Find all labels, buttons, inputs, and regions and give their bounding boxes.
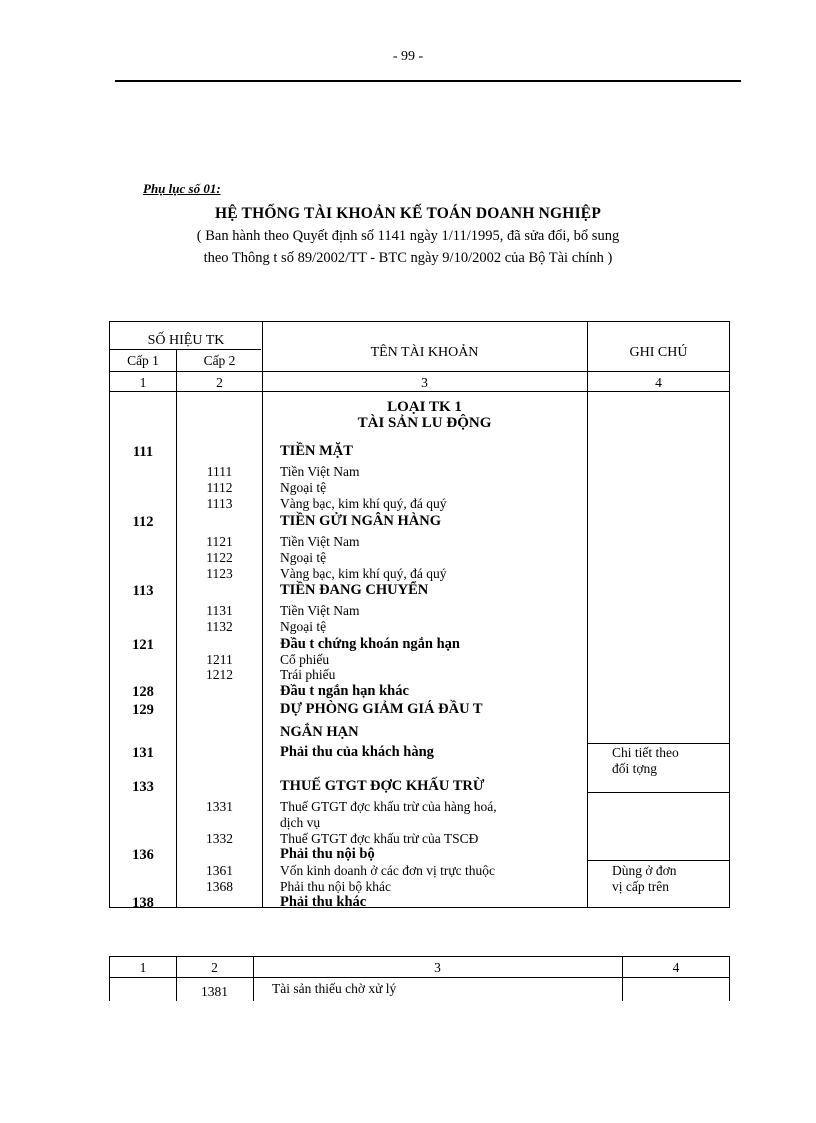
account-name: Vốn kinh doanh ở các đơn vị trực thuộc [280, 863, 496, 878]
account-name: TIỀN ĐANG CHUYỂN [280, 582, 429, 598]
account-code-level2: 1121 [206, 534, 233, 549]
account-name: TIỀN GỬI NGÂN HÀNG [280, 513, 441, 529]
note-divider-3 [587, 860, 729, 861]
section-title-class: LOẠI TK 1 [387, 399, 462, 415]
account-name: NGẮN HẠN [280, 724, 359, 740]
section-title-name: TÀI SẢN LU ĐỘNG [357, 415, 492, 431]
account-code-level2: 1111 [206, 464, 233, 479]
account-code-level1: 133 [132, 779, 154, 795]
header-bottom-line [110, 371, 729, 372]
col-number-bottom-line [110, 391, 729, 392]
note-divider-2 [587, 792, 729, 793]
account-name: Thuế GTGT đợc khấu trừ của hàng hoá, [280, 799, 497, 814]
header-level-1: Cấp 1 [127, 353, 159, 368]
account-code-level2: 1122 [206, 550, 233, 565]
account-name: Phải thu của khách hàng [280, 744, 434, 760]
t2-row-name: Tài sản thiếu chờ xử lý [272, 981, 397, 996]
header-rule [115, 80, 741, 82]
account-code-level2: 1132 [206, 619, 233, 634]
account-name: Ngoại tệ [280, 619, 327, 634]
account-code-level1: 113 [132, 583, 154, 599]
document-subtitle-line-1: ( Ban hành theo Quyết định số 1141 ngày 1/11/1995, đã sửa đổi, bổ sung [196, 228, 620, 244]
account-name: DỰ PHÒNG GIẢM GIÁ ĐẦU T [280, 701, 483, 717]
col-number-3: 3 [421, 375, 428, 390]
account-name: Vàng bạc, kim khí quý, đá quý [280, 566, 447, 581]
t2-col-number-1: 1 [139, 960, 147, 975]
account-name: Tiền Việt Nam [280, 603, 360, 618]
account-name: Phải thu khác [280, 894, 367, 910]
col-number-2: 2 [216, 375, 223, 390]
account-name: Tiền Việt Nam [280, 534, 360, 549]
account-table [109, 321, 730, 911]
account-name: Ngoại tệ [280, 550, 327, 565]
account-name: Ngoại tệ [280, 480, 327, 495]
account-name: Thuế GTGT đợc khấu trừ của TSCĐ [280, 831, 479, 846]
account-note: Dùng ở đơn [612, 863, 677, 878]
col-divider-3-4 [587, 322, 588, 907]
account-name: Đầu t ngắn hạn khác [280, 683, 409, 699]
account-code-level1: 129 [132, 702, 154, 718]
account-code-level1: 128 [132, 684, 154, 700]
col-number-1: 1 [139, 375, 147, 390]
account-code-level2: 1112 [206, 480, 233, 495]
document-title: HỆ THỐNG TÀI KHOẢN KẾ TOÁN DOANH NGHIỆP [214, 205, 602, 222]
note-divider-1 [587, 743, 729, 744]
account-note: Chi tiết theo [612, 745, 679, 760]
account-name: Phải thu nội bộ [280, 846, 375, 862]
t2-header-line [110, 977, 729, 978]
account-code-level2: 1361 [206, 863, 233, 878]
account-code-level1: 121 [132, 637, 154, 653]
account-note: vị cấp trên [612, 879, 669, 894]
account-code-level1: 111 [132, 444, 154, 460]
account-code-level2: 1368 [206, 879, 233, 894]
account-code-level1: 112 [132, 514, 154, 530]
account-name: TIỀN MẶT [280, 443, 353, 459]
account-name: Cổ phiếu [280, 652, 330, 667]
account-code-level2: 1113 [206, 496, 233, 511]
t2-row-code2: 1381 [201, 984, 228, 999]
account-table-continued [109, 956, 730, 1001]
header-account-name: TÊN TÀI KHOẢN [370, 345, 479, 360]
account-code-level2: 1131 [206, 603, 233, 618]
account-name: THUẾ GTGT ĐỢC KHẤU TRỪ [280, 778, 485, 794]
account-note: đối tợng [612, 761, 658, 776]
page-number: - 99 - [392, 49, 424, 64]
account-name: Vàng bạc, kim khí quý, đá quý [280, 496, 447, 511]
account-name: Tiền Việt Nam [280, 464, 360, 479]
t2-col-number-2: 2 [211, 960, 218, 975]
account-code-level1: 138 [132, 895, 154, 911]
header-level-2: Cấp 2 [203, 353, 236, 368]
col-number-4: 4 [655, 375, 662, 390]
account-code-level2: 1212 [206, 667, 233, 682]
account-name: dịch vụ [280, 815, 321, 830]
appendix-label: Phụ lục số 01: [143, 181, 221, 196]
document-subtitle-line-2: theo Thông t số 89/2002/TT - BTC ngày 9/10/2002 của Bộ Tài chính ) [203, 250, 613, 266]
t2-col-number-3: 3 [434, 960, 441, 975]
account-name: Trái phiếu [280, 667, 336, 682]
account-code-level2: 1332 [206, 831, 233, 846]
header-account-code: SỐ HIỆU TK [147, 333, 225, 348]
account-code-level2: 1211 [206, 652, 233, 667]
account-code-level1: 131 [132, 745, 154, 761]
header-note: GHI CHÚ [629, 345, 688, 360]
header-sub-divider [110, 349, 261, 350]
t2-col-number-4: 4 [672, 960, 680, 975]
account-name: Đầu t chứng khoán ngắn hạn [280, 636, 460, 652]
account-code-level2: 1123 [206, 566, 233, 581]
account-code-level1: 136 [132, 847, 154, 863]
account-code-level2: 1331 [206, 799, 233, 814]
account-name: Phải thu nội bộ khác [280, 879, 391, 894]
